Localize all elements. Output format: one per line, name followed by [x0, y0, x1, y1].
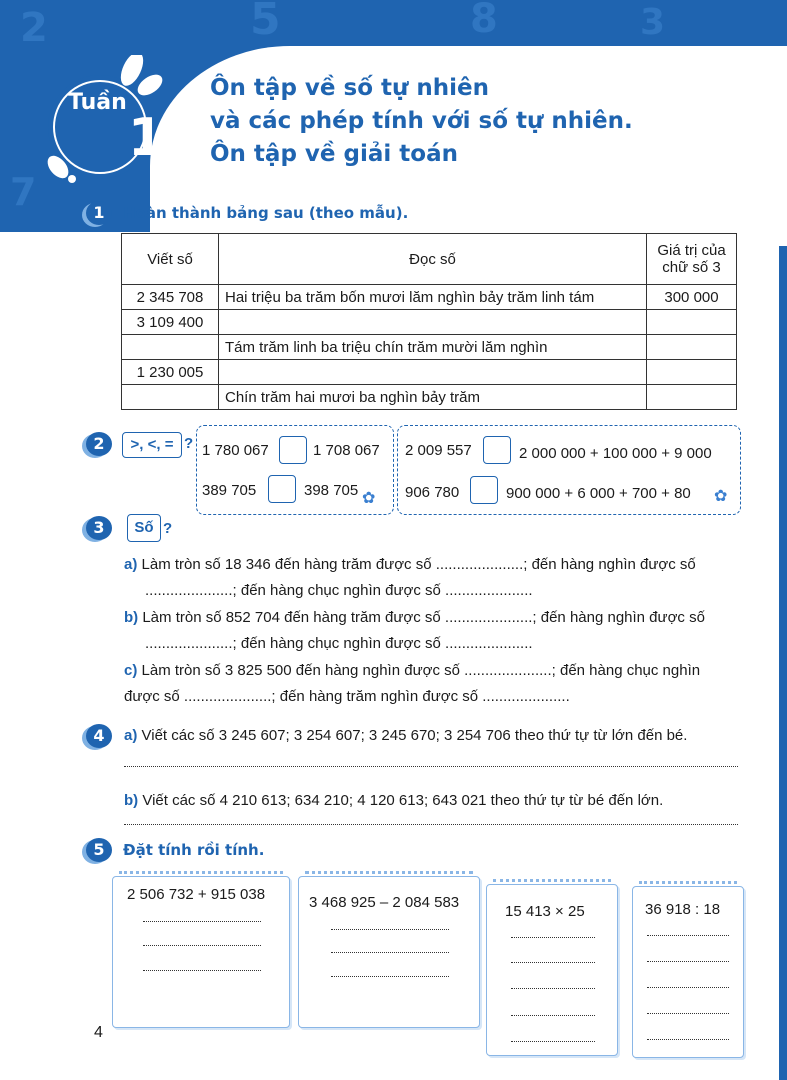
exercise-number: 1: [86, 201, 112, 225]
answer-line[interactable]: [331, 952, 449, 953]
decorative-digit: 3: [640, 2, 666, 43]
exercise-line: [124, 662, 700, 679]
compare-expression: 398 705: [304, 482, 359, 499]
page-title: [210, 72, 633, 171]
answer-line[interactable]: [143, 921, 261, 922]
number-cell: 2 345 708: [122, 285, 219, 310]
page-number: 4: [94, 1024, 103, 1041]
number-cell[interactable]: [122, 335, 219, 360]
table-row: [122, 385, 737, 410]
work-note: [632, 886, 744, 1058]
exercise-title: Đặt tính rồi tính.: [123, 841, 265, 859]
exercise-number: 2: [86, 432, 112, 456]
exercise-line[interactable]: được số .....................; đến hàng trăm nghìn được số .....................: [124, 688, 570, 705]
answer-line[interactable]: [143, 945, 261, 946]
value-cell: 300 000: [647, 285, 737, 310]
value-cell[interactable]: [647, 310, 737, 335]
exercise-line: [124, 792, 663, 809]
answer-line[interactable]: [647, 987, 729, 988]
number-tag: Số: [127, 514, 161, 542]
compare-expression: 2 000 000 + 100 000 + 9 000: [519, 445, 712, 462]
table-row: [122, 360, 737, 385]
table-row: [122, 310, 737, 335]
table-row: [122, 335, 737, 360]
answer-square[interactable]: [279, 436, 307, 464]
operation: 15 413 × 25: [505, 903, 585, 920]
exercise-line[interactable]: .....................; đến hàng chục nghìn được số .....................: [145, 582, 533, 599]
column-header: Viết số: [122, 234, 219, 285]
part-text: Viết các số 4 210 613; 634 210; 4 120 613; 643 021 theo thứ tự từ bé đến lớn.: [142, 792, 664, 809]
week-number: 1: [128, 108, 165, 168]
exercise-line: [124, 609, 705, 626]
question-mark: ?: [184, 435, 194, 452]
answer-line[interactable]: [124, 824, 738, 825]
reading-cell[interactable]: [219, 360, 647, 385]
week-label: Tuần: [68, 90, 127, 115]
number-cell[interactable]: [122, 385, 219, 410]
part-label: a): [124, 556, 138, 573]
exercise-line: [124, 727, 687, 744]
answer-line[interactable]: [331, 976, 449, 977]
answer-line[interactable]: [511, 962, 595, 963]
reading-cell: Chín trăm hai mươi ba nghìn bảy trăm: [219, 385, 647, 410]
exercise-number: 5: [86, 838, 112, 862]
answer-line[interactable]: [647, 1039, 729, 1040]
flower-icon: ✿: [362, 490, 376, 507]
operation: 2 506 732 + 915 038: [127, 886, 266, 903]
part-text: Làm tròn số 3 825 500 đến hàng nghìn được số .....................; đến hàng chục nghìn: [141, 662, 701, 679]
title-line: và các phép tính với số tự nhiên.: [210, 108, 633, 134]
column-header: Giá trị của chữ số 3: [647, 234, 737, 285]
value-cell[interactable]: [647, 335, 737, 360]
answer-line[interactable]: [511, 988, 595, 989]
compare-expression: 1 780 067: [202, 442, 269, 459]
answer-line[interactable]: [647, 935, 729, 936]
compare-expression: 906 780: [405, 484, 460, 501]
note-spiral: [639, 881, 737, 892]
number-cell: 3 109 400: [122, 310, 219, 335]
decorative-digit: 7: [10, 170, 37, 214]
answer-square[interactable]: [268, 475, 296, 503]
answer-square[interactable]: [470, 476, 498, 504]
part-label: a): [124, 727, 138, 744]
table-row: [122, 285, 737, 310]
decorative-digit: 5: [250, 0, 281, 45]
note-spiral: [493, 879, 611, 890]
compare-expression: 900 000 + 6 000 + 700 + 80: [506, 485, 691, 502]
value-cell[interactable]: [647, 385, 737, 410]
decorative-digit: 8: [470, 0, 498, 42]
exercise-number: 4: [86, 724, 112, 748]
work-note: [486, 884, 618, 1056]
compare-expression: 389 705: [202, 482, 257, 499]
answer-line[interactable]: [331, 929, 449, 930]
column-header: Đọc số: [219, 234, 647, 285]
exercise-line: [124, 556, 696, 573]
operation: 36 918 : 18: [645, 901, 721, 918]
answer-line[interactable]: [511, 1015, 595, 1016]
reading-cell: Hai triệu ba trăm bốn mươi lăm nghìn bảy trăm linh tám: [219, 285, 647, 310]
part-text: Viết các số 3 245 607; 3 254 607; 3 245 670; 3 254 706 theo thứ tự từ lớn đến bé.: [141, 727, 688, 744]
note-spiral: [305, 871, 473, 882]
part-label: b): [124, 609, 139, 626]
work-note: [112, 876, 290, 1028]
answer-line[interactable]: [511, 937, 595, 938]
title-line: Ôn tập về giải toán: [210, 141, 458, 167]
part-label: b): [124, 792, 139, 809]
exercise-title: Hoàn thành bảng sau (theo mẫu).: [123, 204, 409, 222]
answer-line[interactable]: [511, 1041, 595, 1042]
exercise-number: 3: [86, 516, 112, 540]
part-label: c): [124, 662, 138, 679]
table-header-row: [122, 234, 737, 285]
compare-expression: 2 009 557: [405, 442, 472, 459]
decorative-digit: 2: [20, 5, 48, 51]
work-note: [298, 876, 480, 1028]
exercise-line[interactable]: .....................; đến hàng chục nghìn được số .....................: [145, 635, 533, 652]
part-text: Làm tròn số 852 704 đến hàng trăm được số .....................; đến hàng nghìn được số: [142, 609, 705, 626]
note-spiral: [119, 871, 283, 882]
reading-cell: Tám trăm linh ba triệu chín trăm mười lăm nghìn: [219, 335, 647, 360]
flower-icon: ✿: [714, 488, 728, 505]
answer-line[interactable]: [647, 961, 729, 962]
answer-line[interactable]: [143, 970, 261, 971]
compare-expression: 1 708 067: [313, 442, 380, 459]
reading-table: [121, 233, 737, 410]
reading-cell[interactable]: [219, 310, 647, 335]
answer-line[interactable]: [124, 766, 738, 767]
answer-square[interactable]: [483, 436, 511, 464]
value-cell[interactable]: [647, 360, 737, 385]
question-mark: ?: [163, 520, 173, 537]
title-line: Ôn tập về số tự nhiên: [210, 75, 489, 101]
comparison-sign-tag: >, <, =: [122, 432, 182, 458]
answer-line[interactable]: [647, 1013, 729, 1014]
operation: 3 468 925 – 2 084 583: [309, 894, 460, 911]
part-text: Làm tròn số 18 346 đến hàng trăm được số .....................; đến hàng nghìn được số: [141, 556, 696, 573]
number-cell: 1 230 005: [122, 360, 219, 385]
